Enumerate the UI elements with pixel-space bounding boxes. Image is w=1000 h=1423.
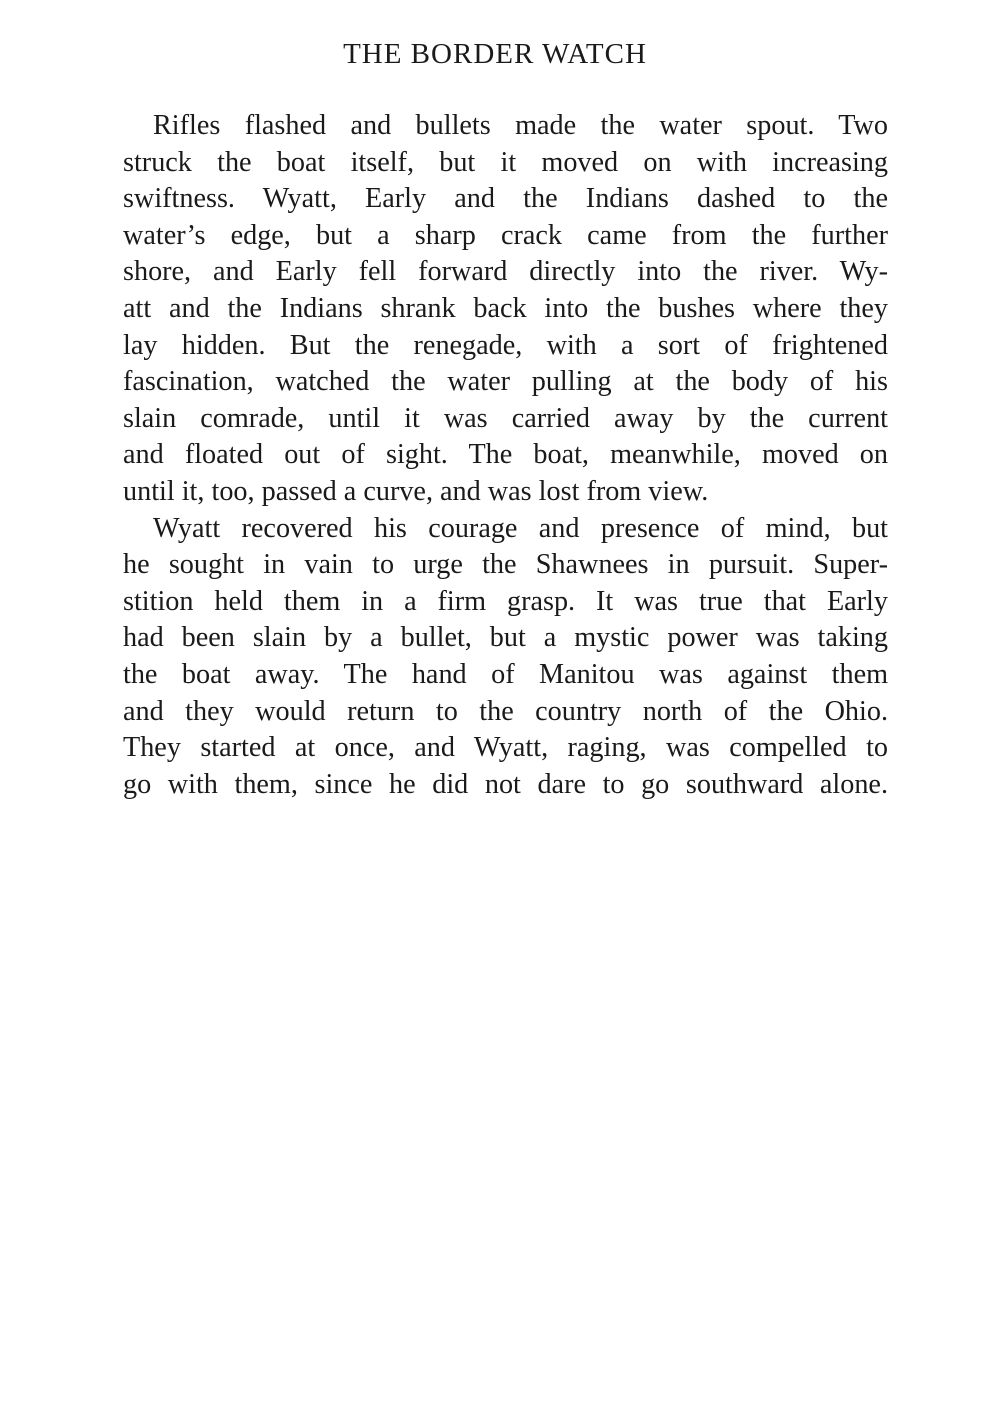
text-line: struck the boat itself, but it moved on with increasing bbox=[123, 146, 888, 178]
text-line: water’s edge, but a sharp crack came from the further bbox=[123, 219, 888, 251]
running-head-title: THE BORDER WATCH bbox=[343, 38, 647, 70]
text-line: shore, and Early fell forward directly into the river. Wy- bbox=[123, 256, 888, 288]
text-line: They started at once, and Wyatt, raging, was compelled to bbox=[123, 732, 888, 764]
text-line: and floated out of sight. The boat, meanwhile, moved on bbox=[123, 439, 888, 471]
text-line: go with them, since he did not dare to go southward alone. bbox=[123, 768, 888, 800]
text-line: Rifles flashed and bullets made the water spout. Two bbox=[153, 110, 888, 141]
text-line: Wyatt recovered his courage and presence of mind, but bbox=[153, 512, 888, 544]
text-line: stition held them in a firm grasp. It was true that Early bbox=[123, 585, 888, 617]
text-line: att and the Indians shrank back into the bushes where they bbox=[123, 292, 888, 324]
text-line: until it, too, passed a curve, and was lost from view. bbox=[123, 475, 709, 507]
text-line: he sought in vain to urge the Shawnees in pursuit. Super- bbox=[123, 549, 888, 581]
text-line: the boat away. The hand of Manitou was against them bbox=[123, 658, 888, 690]
text-line: fascination, watched the water pulling at the body of his bbox=[123, 366, 888, 398]
text-line: and they would return to the country north of the Ohio. bbox=[123, 695, 888, 727]
text-line: slain comrade, until it was carried away by the current bbox=[123, 402, 888, 434]
paragraph-1 bbox=[93, 108, 888, 511]
text-line: swiftness. Wyatt, Early and the Indians dashed to the bbox=[123, 183, 888, 215]
body-text bbox=[93, 108, 888, 803]
text-line: lay hidden. But the renegade, with a sort of frightened bbox=[123, 329, 888, 361]
paragraph-2 bbox=[93, 511, 888, 804]
text-line: had been slain by a bullet, but a mystic power was taking bbox=[123, 622, 888, 654]
